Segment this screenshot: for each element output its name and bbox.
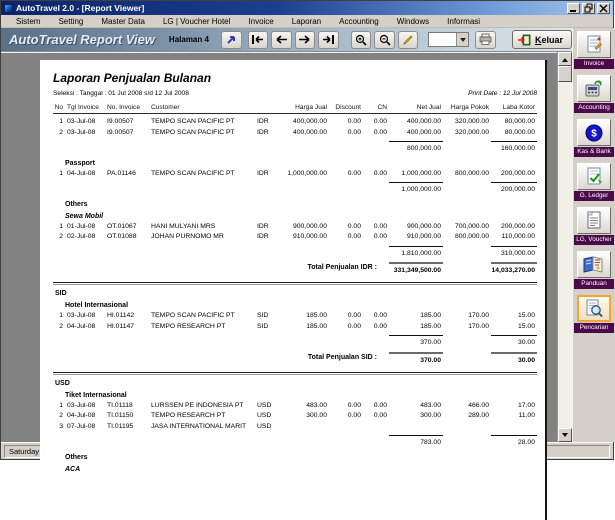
vertical-scrollbar[interactable] [557,52,572,442]
status-day: Saturday [4,445,52,458]
menu-item-sistem[interactable]: Sistem [16,16,41,26]
cell: IDR [257,118,269,125]
cell: 466.00 [468,401,489,409]
invoice-document-icon [577,31,611,58]
total-label: Total Penjualan IDR : [307,264,377,271]
subtotal-row [53,433,537,449]
cell [329,244,363,260]
section-heading: Hotel Internasional [65,302,129,309]
cell: 700,000.00 [454,222,489,230]
col-customer: Customer [151,104,180,111]
cell: 03-Jul-08 [67,401,96,409]
cell [67,244,107,260]
cell: 800,000.00 [454,169,489,177]
sidebar-item-label: Invoice [574,59,614,69]
sidebar-item-pencarian[interactable] [574,295,614,333]
cell [151,333,257,349]
cell: 110,000.00 [501,233,535,240]
zoom-select[interactable] [428,32,469,47]
cell: USD [257,401,272,409]
cell: 03-Jul-08 [67,312,96,319]
sidebar-item-kas-bank[interactable] [574,119,614,157]
cell: 03-Jul-08 [67,118,96,125]
cell [363,139,389,155]
cell: 07-Jul-08 [67,422,96,430]
cell: 900,000.00 [292,222,327,230]
sidebar-item-label: G. Ledger [574,191,614,201]
minimize-icon [570,5,577,12]
total-row [53,262,537,276]
cell: 185.00 [306,322,327,330]
cell: SID [257,312,269,319]
restore-icon [585,4,593,12]
cell [67,333,107,349]
first-page-icon [251,35,264,44]
cell: 370.00 [389,335,443,349]
prev-page-icon [275,35,288,44]
cell: 1 [59,401,63,409]
cell: TEMPO RESEARCH PT [151,322,226,330]
cell: 400,000.00 [406,118,441,125]
sidebar-item-panduan[interactable] [574,251,614,289]
svg-text:$: $ [591,128,597,139]
cell: IDR [257,222,269,230]
cell [107,139,151,155]
menu-item-windows[interactable]: Windows [396,16,430,26]
cell: 1,000,000.00 [287,169,327,177]
cell: 80,000.00 [504,118,535,125]
app-icon [4,4,13,13]
total-row [53,352,537,366]
cell: 1,000,000.00 [389,182,443,196]
cell [443,180,491,196]
sidebar-item-label: LG, Voucher [574,235,614,245]
cell: 0.00 [373,222,387,230]
cell: 0.00 [373,312,387,319]
cell: 170.00 [468,322,489,330]
col-laba-kotor: Laba Kotor [502,104,535,111]
cell: 2 [59,128,63,136]
cell [329,180,363,196]
cell [257,433,277,449]
scroll-up-button[interactable] [558,52,572,66]
cell: 1 [59,118,63,125]
next-page-icon [298,35,311,44]
cell [329,422,363,433]
cell: 02-Jul-08 [67,233,96,240]
zoom-in-button[interactable] [351,31,372,49]
menu-item-informasi[interactable]: Informasi [447,16,481,26]
report-print-date: Print Date : 12 Jul 2008 [468,90,537,97]
menu-item-invoice[interactable]: Invoice [248,16,274,26]
book-icon [577,251,611,278]
cell [443,139,491,155]
cell: 783.00 [389,435,443,449]
cell: 0.00 [373,233,387,240]
cell: 0.00 [347,401,361,409]
section-divider [53,372,537,375]
report-column-headers [53,104,537,114]
col-harga-pokok: Harga Pokok [450,104,489,111]
close-icon [600,5,607,12]
zoom-out-icon [379,34,391,46]
cell: 0.00 [347,222,361,230]
cell [107,180,151,196]
cell: IDR [257,128,269,136]
cell [363,422,389,433]
cell: HANI MULYANI MRS [151,222,216,230]
cell: 04-Jul-08 [67,169,96,177]
cell: 03-Jul-08 [67,128,96,136]
cell: TI.01118 [107,401,133,409]
cell: OT.01067 [107,222,137,230]
cell: 17.00 [517,401,535,409]
jump-icon [226,34,237,45]
subtotal-row [53,333,537,349]
section-heading: Tiket Internasional [65,391,127,399]
cell: 80,000.00 [504,128,535,136]
cell: 1,810,000.00 [389,246,443,260]
section-heading: Sewa Mobil [65,212,104,220]
cell: IDR [257,169,269,177]
cell: 185.00 [420,312,441,319]
cell [107,433,151,449]
sidebar-item-invoice[interactable] [574,31,614,69]
cell [443,333,491,349]
report-lines [53,117,537,473]
col-no: No [54,104,63,111]
cell: 04-Jul-08 [67,412,96,419]
exit-button-label: Keluar [534,34,563,45]
cell [329,433,363,449]
cell [67,180,107,196]
menu-item-accounting[interactable]: Accounting [339,16,379,26]
section-heading: USD [55,379,70,387]
col-no-invoice: No. Invoice [107,104,140,111]
cell: 04-Jul-08 [67,322,96,330]
next-page-button[interactable] [295,31,316,49]
cell: 200,000.00 [491,182,537,196]
cell: 185.00 [306,312,327,319]
cell [53,244,67,260]
cell [277,139,329,155]
cell: JASA INTERNATIONAL MARIT [151,422,247,430]
subtotal-row [53,244,537,260]
cell: 0.00 [347,169,361,177]
cell: 800,000.00 [454,233,489,240]
printer-icon [479,34,492,45]
scrollbar-thumb[interactable] [558,66,572,82]
cell: 0.00 [373,412,387,419]
cell [257,139,277,155]
total-net: 331,349,500.00 [389,262,443,276]
menu-item-lg-voucher-hotel[interactable]: LG | Voucher Hotel [162,16,231,26]
print-button[interactable] [475,31,496,49]
cell: 0.00 [373,322,387,330]
cell: 1 [59,222,63,230]
cell: TEMPO SCAN PACIFIC PT [151,118,235,125]
cell: OT.01088 [107,233,137,240]
invoice-row-group [53,401,537,433]
cell [257,180,277,196]
minimize-button[interactable] [567,3,580,14]
cell: 15.00 [517,322,535,330]
cell: USD [257,422,272,430]
cell: HI.01147 [107,322,135,330]
cell: 400,000.00 [292,118,327,125]
cell [363,180,389,196]
annotate-button[interactable] [398,31,419,49]
cell [151,433,257,449]
cell: 15.00 [517,312,535,319]
cell: TI.01195 [107,422,134,430]
cell [277,333,329,349]
page-number-label: Halaman 4 [168,35,209,44]
cell: 1,000,000.00 [401,169,441,177]
cell: HI.01142 [107,312,135,319]
scroll-down-button[interactable] [558,428,572,442]
col-net-jual: Net Jual [416,104,441,111]
cell: IDR [257,233,269,240]
cell: USD [257,412,272,419]
cell [363,244,389,260]
cell: TEMPO SCAN PACIFIC PT [151,312,235,319]
cell [277,180,329,196]
cell [491,422,537,433]
cell: 185.00 [420,322,441,330]
section-heading: ACA [65,465,81,473]
cell: I9.00507 [107,118,134,125]
col-tgl-invoice: Tgl Invoice [67,104,99,111]
cell: 0.00 [373,401,387,409]
cell: 320,000.00 [454,118,489,125]
cell: TI.01150 [107,412,134,419]
menu-item-master-data[interactable]: Master Data [101,16,145,26]
window-title: AutoTravel 2.0 - [Report Viewer] [16,3,145,13]
cell [277,433,329,449]
cell: LURSSEN PE INDONESIA PT [151,401,244,409]
sidebar-item-label: Pencarian [574,323,614,333]
cell: 160,000.00 [491,141,537,155]
cell [151,244,257,260]
cell: 0.00 [373,169,387,177]
col-cn: CN [377,104,387,111]
cell: 910,000.00 [292,233,327,240]
invoice-row-group [53,117,537,138]
cell [53,433,67,449]
report-view-brand: AutoTravel Report View [9,32,155,47]
zoom-out-button[interactable] [374,31,395,49]
cell: 910,000.00 [406,233,441,240]
sidebar-item-lg-voucher[interactable] [574,207,614,245]
last-page-icon [322,35,335,44]
sidebar-item-label: Kas & Bank [574,147,614,157]
cell: 11.00 [518,412,535,419]
subtotal-row [53,180,537,196]
cell: 0.00 [347,322,361,330]
cell [443,244,491,260]
cell: 483.00 [420,401,441,409]
cell [363,433,389,449]
sidebar-item-label: Accounting [574,103,614,113]
invoice-row-group [53,311,537,332]
section-divider [53,282,537,285]
cell: 200,000.00 [500,222,535,230]
cell [277,422,329,433]
cell: 310,000.00 [491,246,537,260]
close-button[interactable] [597,3,610,14]
voucher-document-icon [577,207,611,234]
cell [277,244,329,260]
arrow-down-icon [562,433,568,440]
cell [329,333,363,349]
cell: 1 [59,312,63,319]
dollar-coin-icon [577,119,611,146]
cell: PA.01146 [107,169,136,177]
cell [443,262,491,276]
total-net: 370.00 [389,352,443,366]
cell [151,180,257,196]
pen-icon [402,34,414,46]
cell: 0.00 [347,412,361,419]
chevron-down-icon[interactable] [456,33,468,46]
cell: TEMPO RESEARCH PT [151,412,226,419]
cell: 01-Jul-08 [67,222,96,230]
cell [107,244,151,260]
cell: 300.00 [306,412,327,419]
section-heading: Passport [65,159,95,167]
ledger-check-icon [577,163,611,190]
sidebar-item-g-ledger[interactable] [574,163,614,201]
cell [257,333,277,349]
sidebar-item-label: Panduan [574,279,614,289]
exit-button[interactable] [512,30,572,49]
section-heading: Others [65,200,88,208]
cell: 2 [59,233,63,240]
zoom-select-value [429,33,456,46]
scrollbar-track[interactable] [558,82,572,428]
cell [443,433,491,449]
cell [389,422,443,433]
invoice-row-group [53,222,537,243]
col-harga-jual: Harga Jual [295,104,327,111]
cell: 2 [59,412,63,419]
cell [151,139,257,155]
menu-bar [1,15,613,28]
cell [67,433,107,449]
cell: 0.00 [347,118,361,125]
sidebar-item-accounting[interactable] [574,75,614,113]
cell: 30.00 [491,335,537,349]
cell [107,333,151,349]
cell: JOHAN PURNOMO MR [151,233,224,240]
cell: 400,000.00 [292,128,327,136]
report-title: Laporan Penjualan Bulanan [53,71,212,85]
cell: 2 [59,322,63,330]
report-toolbar [1,28,572,52]
exit-door-icon [518,34,531,46]
total-laba: 30.00 [491,352,537,366]
cell: 0.00 [347,128,361,136]
calculator-icon [577,75,611,102]
cell [443,422,491,433]
cell: TEMPO SCAN PACIFIC PT [151,169,235,177]
prev-page-button[interactable] [271,31,292,49]
cell [53,180,67,196]
cell: 900,000.00 [406,222,441,230]
menu-item-setting[interactable]: Setting [58,16,84,26]
zoom-in-icon [355,34,367,46]
title-bar [1,1,613,15]
first-page-button[interactable] [248,31,269,49]
section-heading: SID [55,290,67,297]
menu-item-laporan[interactable]: Laporan [291,16,322,26]
cell: 1 [59,169,63,177]
cell: 200,000.00 [500,169,535,177]
cell: 400,000.00 [406,128,441,136]
search-document-icon [577,295,611,322]
subtotal-row [53,139,537,155]
cell: 3 [59,422,63,430]
cell [53,139,67,155]
cell [67,139,107,155]
total-laba: 14,033,270.00 [491,262,537,276]
cell [257,244,277,260]
cell: 300.00 [420,412,441,419]
restore-button[interactable] [582,3,595,14]
report-selection: Seleksi : Tanggal : 01 Jul 2008 s/d 12 Jul 2008 [53,90,189,97]
cell: 0.00 [347,312,361,319]
col-discount: Discount [335,104,361,111]
cell: 0.00 [373,118,387,125]
last-page-button[interactable] [318,31,339,49]
cell [329,139,363,155]
cell [53,333,67,349]
report-page [40,60,547,520]
cell: 483.00 [306,401,327,409]
col-currency [257,104,277,111]
section-heading: Others [65,453,88,461]
cell: SID [257,322,269,330]
cell: 0.00 [347,233,361,240]
cell: 0.00 [373,128,387,136]
sidebar [572,28,615,442]
total-label: Total Penjualan SID : [307,353,377,361]
cell: 289.00 [468,412,489,419]
goto-page-button[interactable] [221,31,242,49]
arrow-up-icon [562,55,568,62]
cell: 320,000.00 [454,128,489,136]
cell [363,333,389,349]
cell: 170.00 [468,312,489,319]
cell [443,352,491,366]
cell: TEMPO SCAN PACIFIC PT [151,128,235,136]
cell: 800,000.00 [389,141,443,155]
cell: I9.00507 [107,128,134,136]
invoice-row-group [53,169,537,180]
cell: 28.00 [491,435,537,449]
